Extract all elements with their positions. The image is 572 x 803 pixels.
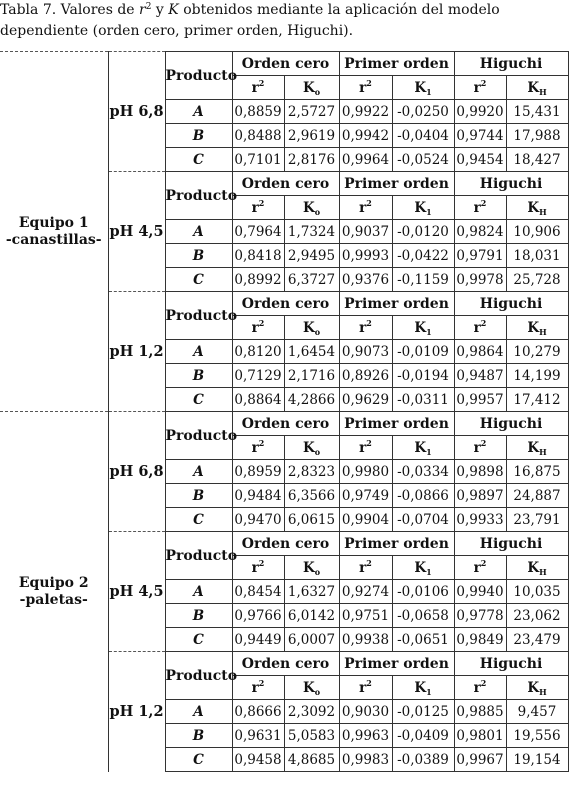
value-r2-0: 0,9458: [232, 748, 284, 772]
product-header: Producto: [165, 532, 232, 580]
sample-label: C: [165, 748, 232, 772]
value-k0: 4,2866: [284, 388, 339, 412]
value-k0: 6,0615: [284, 508, 339, 532]
value-k0: 6,0142: [284, 604, 339, 628]
header-higuchi: Higuchi: [454, 532, 568, 556]
value-r2-0: 0,8859: [232, 100, 284, 124]
value-r2-1: 0,9963: [339, 724, 392, 748]
header-orden-cero: Orden cero: [232, 292, 339, 316]
equipment-type: -paletas-: [19, 591, 88, 608]
r2-header: [339, 436, 392, 460]
k-symbol: K: [414, 559, 427, 576]
header-higuchi: Higuchi: [454, 172, 568, 196]
sample-label: B: [165, 604, 232, 628]
r2-header: [339, 556, 392, 580]
r2-header: [232, 676, 284, 700]
r-symbol: r: [359, 79, 367, 96]
value-r2-1: 0,9629: [339, 388, 392, 412]
r-exponent: 2: [366, 437, 372, 448]
value-k1: -0,0866: [392, 484, 454, 508]
value-kh: 10,035: [506, 580, 568, 604]
header-orden-cero: Orden cero: [232, 412, 339, 436]
k-symbol: K: [414, 319, 427, 336]
r-exponent: 2: [480, 677, 487, 688]
caption-r-exponent: 2: [145, 2, 152, 12]
equipment-label: [0, 52, 108, 412]
value-k0: 2,9619: [284, 124, 339, 148]
value-r2-1: 0,9376: [339, 268, 392, 292]
value-kh: 14,199: [506, 364, 568, 388]
header-primer-orden: Primer orden: [339, 532, 454, 556]
value-k1: -0,0125: [392, 700, 454, 724]
r-symbol: r: [251, 199, 259, 216]
value-k0: 2,1716: [284, 364, 339, 388]
value-k0: 1,6454: [284, 340, 339, 364]
k0-header: [284, 316, 339, 340]
sample-label: C: [165, 268, 232, 292]
value-k0: 2,8176: [284, 148, 339, 172]
value-k0: 2,3092: [284, 700, 339, 724]
kh-header: [506, 196, 568, 220]
value-r2-0: 0,7101: [232, 148, 284, 172]
value-k0: 5,0583: [284, 724, 339, 748]
caption-prefix: Tabla 7. Valores de: [0, 2, 140, 18]
value-k1: -0,0524: [392, 148, 454, 172]
k-subscript: H: [539, 326, 547, 337]
r2-header: [454, 76, 506, 100]
r2-header: [339, 76, 392, 100]
value-r2-1: 0,9964: [339, 148, 392, 172]
k-symbol: K: [527, 439, 540, 456]
value-k0: 6,0007: [284, 628, 339, 652]
header-orden-cero: Orden cero: [232, 172, 339, 196]
r-exponent: 2: [258, 197, 265, 208]
value-r2-h: 0,9454: [454, 148, 506, 172]
r-symbol: r: [473, 79, 481, 96]
value-r2-1: 0,9274: [339, 580, 392, 604]
value-kh: 10,906: [506, 220, 568, 244]
value-r2-h: 0,9744: [454, 124, 506, 148]
r-exponent: 2: [480, 437, 487, 448]
sample-label: C: [165, 148, 232, 172]
kh-header: [506, 436, 568, 460]
value-k1: -0,0422: [392, 244, 454, 268]
k-subscript: H: [539, 686, 547, 697]
value-r2-0: 0,9631: [232, 724, 284, 748]
k-symbol: K: [527, 199, 540, 216]
r-exponent: 2: [258, 317, 265, 328]
value-r2-1: 0,9938: [339, 628, 392, 652]
sample-label: B: [165, 364, 232, 388]
k-subscript: 1: [426, 446, 432, 457]
value-kh: 23,479: [506, 628, 568, 652]
equipment-name: Equipo 1: [18, 214, 89, 231]
ph-label: pH 4,5: [108, 172, 165, 292]
value-r2-0: 0,9449: [232, 628, 284, 652]
value-kh: 16,875: [506, 460, 568, 484]
value-r2-0: 0,7964: [232, 220, 284, 244]
equipment-label: [0, 412, 108, 772]
ph-label: pH 6,8: [108, 52, 165, 172]
k-subscript: 1: [426, 686, 432, 697]
r2-header: [232, 316, 284, 340]
k-subscript: 1: [426, 326, 432, 337]
header-orden-cero: Orden cero: [232, 652, 339, 676]
header-higuchi: Higuchi: [454, 652, 568, 676]
r-exponent: 2: [480, 557, 487, 568]
k-subscript: H: [539, 86, 547, 97]
r-symbol: r: [473, 199, 481, 216]
sample-label: B: [165, 724, 232, 748]
kh-header: [506, 316, 568, 340]
k-symbol: K: [302, 559, 315, 576]
value-r2-h: 0,9967: [454, 748, 506, 772]
value-k1: -0,0658: [392, 604, 454, 628]
caption-r: r: [139, 2, 146, 18]
caption-k: K: [168, 2, 179, 18]
r-exponent: 2: [366, 557, 372, 568]
value-k0: 2,5727: [284, 100, 339, 124]
value-r2-1: 0,9073: [339, 340, 392, 364]
r2-header: [339, 676, 392, 700]
value-r2-0: 0,8454: [232, 580, 284, 604]
value-r2-0: 0,8959: [232, 460, 284, 484]
ph-label: pH 4,5: [108, 532, 165, 652]
value-r2-1: 0,9751: [339, 604, 392, 628]
value-r2-h: 0,9897: [454, 484, 506, 508]
value-k1: -0,0250: [392, 100, 454, 124]
value-kh: 23,791: [506, 508, 568, 532]
value-r2-0: 0,9470: [232, 508, 284, 532]
r-symbol: r: [473, 319, 481, 336]
r-exponent: 2: [480, 77, 487, 88]
r2-header: [232, 556, 284, 580]
value-r2-h: 0,9885: [454, 700, 506, 724]
product-header: Producto: [165, 652, 232, 700]
sample-label: A: [165, 100, 232, 124]
r2-header: [454, 316, 506, 340]
k-subscript: H: [539, 446, 547, 457]
header-primer-orden: Primer orden: [339, 172, 454, 196]
value-kh: 10,279: [506, 340, 568, 364]
value-r2-0: 0,9484: [232, 484, 284, 508]
kh-header: [506, 556, 568, 580]
value-kh: 25,728: [506, 268, 568, 292]
value-k0: 1,7324: [284, 220, 339, 244]
value-k0: 4,8685: [284, 748, 339, 772]
value-kh: 19,556: [506, 724, 568, 748]
table-body: [0, 52, 568, 772]
k-subscript: o: [314, 446, 321, 457]
caption-suffix: obtenidos mediante la aplicación del modelo dependiente (orden cero, primer orden, Higuchi).: [0, 2, 500, 39]
r2-header: [339, 196, 392, 220]
r2-header: [454, 196, 506, 220]
k-subscript: 1: [426, 566, 432, 577]
value-r2-h: 0,9487: [454, 364, 506, 388]
value-r2-0: 0,8120: [232, 340, 284, 364]
r-exponent: 2: [480, 317, 487, 328]
k-symbol: K: [527, 79, 540, 96]
r-exponent: 2: [366, 317, 372, 328]
value-k0: 2,8323: [284, 460, 339, 484]
header-higuchi: Higuchi: [454, 52, 568, 76]
sample-label: B: [165, 484, 232, 508]
k1-header: [392, 316, 454, 340]
k-symbol: K: [527, 559, 540, 576]
r-symbol: r: [473, 559, 481, 576]
value-r2-h: 0,9898: [454, 460, 506, 484]
table-caption: [0, 0, 566, 42]
r-symbol: r: [359, 319, 367, 336]
value-r2-0: 0,8666: [232, 700, 284, 724]
k-symbol: K: [414, 79, 427, 96]
product-header: Producto: [165, 172, 232, 220]
value-r2-1: 0,9993: [339, 244, 392, 268]
header-row-models: [0, 412, 568, 436]
value-kh: 19,154: [506, 748, 568, 772]
value-kh: 17,988: [506, 124, 568, 148]
sample-label: A: [165, 460, 232, 484]
r2-header: [232, 196, 284, 220]
r-symbol: r: [359, 199, 367, 216]
sample-label: C: [165, 508, 232, 532]
r-symbol: r: [251, 559, 259, 576]
ph-label: pH 6,8: [108, 412, 165, 532]
k-subscript: H: [539, 206, 547, 217]
header-higuchi: Higuchi: [454, 292, 568, 316]
header-orden-cero: Orden cero: [232, 532, 339, 556]
value-r2-h: 0,9933: [454, 508, 506, 532]
value-r2-1: 0,8926: [339, 364, 392, 388]
r2-header: [454, 556, 506, 580]
ph-label: pH 1,2: [108, 652, 165, 772]
value-k1: -0,0120: [392, 220, 454, 244]
r-exponent: 2: [366, 77, 372, 88]
value-k1: -0,0651: [392, 628, 454, 652]
value-k0: 1,6327: [284, 580, 339, 604]
value-r2-1: 0,9749: [339, 484, 392, 508]
value-kh: 18,031: [506, 244, 568, 268]
value-k1: -0,1159: [392, 268, 454, 292]
k1-header: [392, 196, 454, 220]
kh-header: [506, 676, 568, 700]
header-orden-cero: Orden cero: [232, 52, 339, 76]
k0-header: [284, 556, 339, 580]
value-kh: 18,427: [506, 148, 568, 172]
header-row-models: [0, 52, 568, 76]
r-exponent: 2: [258, 437, 265, 448]
r-symbol: r: [251, 439, 259, 456]
k-symbol: K: [302, 319, 315, 336]
value-kh: 24,887: [506, 484, 568, 508]
value-r2-1: 0,9942: [339, 124, 392, 148]
k-subscript: o: [314, 326, 321, 337]
r2-header: [454, 676, 506, 700]
k-symbol: K: [414, 679, 427, 696]
kh-header: [506, 76, 568, 100]
r-exponent: 2: [258, 677, 265, 688]
sample-label: B: [165, 244, 232, 268]
results-table: [0, 51, 569, 772]
value-k1: -0,0311: [392, 388, 454, 412]
r-symbol: r: [251, 79, 259, 96]
r2-header: [232, 76, 284, 100]
k-subscript: o: [314, 206, 321, 217]
value-r2-0: 0,8418: [232, 244, 284, 268]
k0-header: [284, 76, 339, 100]
k1-header: [392, 76, 454, 100]
k-symbol: K: [302, 679, 315, 696]
value-r2-1: 0,9922: [339, 100, 392, 124]
k-subscript: 1: [426, 206, 432, 217]
header-primer-orden: Primer orden: [339, 292, 454, 316]
value-r2-h: 0,9940: [454, 580, 506, 604]
value-k1: -0,0704: [392, 508, 454, 532]
k-subscript: o: [314, 86, 321, 97]
sample-label: A: [165, 340, 232, 364]
ph-label: pH 1,2: [108, 292, 165, 412]
value-k1: -0,0334: [392, 460, 454, 484]
value-kh: 23,062: [506, 604, 568, 628]
k-symbol: K: [527, 319, 540, 336]
value-k1: -0,0194: [392, 364, 454, 388]
product-header: Producto: [165, 52, 232, 100]
header-primer-orden: Primer orden: [339, 412, 454, 436]
k1-header: [392, 676, 454, 700]
caption-mid: y: [151, 2, 169, 18]
k1-header: [392, 556, 454, 580]
k-subscript: o: [314, 566, 321, 577]
value-r2-h: 0,9864: [454, 340, 506, 364]
r-exponent: 2: [366, 677, 372, 688]
header-primer-orden: Primer orden: [339, 52, 454, 76]
value-r2-0: 0,9766: [232, 604, 284, 628]
value-r2-1: 0,9037: [339, 220, 392, 244]
k0-header: [284, 436, 339, 460]
value-r2-h: 0,9791: [454, 244, 506, 268]
value-r2-1: 0,9983: [339, 748, 392, 772]
k-symbol: K: [414, 439, 427, 456]
r-symbol: r: [473, 439, 481, 456]
value-kh: 15,431: [506, 100, 568, 124]
r-exponent: 2: [480, 197, 487, 208]
k-symbol: K: [527, 679, 540, 696]
k-symbol: K: [302, 79, 315, 96]
header-primer-orden: Primer orden: [339, 652, 454, 676]
r2-header: [232, 436, 284, 460]
value-k0: 2,9495: [284, 244, 339, 268]
sample-label: B: [165, 124, 232, 148]
value-r2-0: 0,8992: [232, 268, 284, 292]
value-k1: -0,0109: [392, 340, 454, 364]
r2-header: [339, 316, 392, 340]
value-kh: 17,412: [506, 388, 568, 412]
value-r2-0: 0,8488: [232, 124, 284, 148]
value-k1: -0,0409: [392, 724, 454, 748]
r-symbol: r: [359, 679, 367, 696]
k-subscript: H: [539, 566, 547, 577]
r-exponent: 2: [258, 557, 265, 568]
value-k1: -0,0404: [392, 124, 454, 148]
value-r2-h: 0,9801: [454, 724, 506, 748]
sample-label: C: [165, 388, 232, 412]
product-header: Producto: [165, 412, 232, 460]
k0-header: [284, 196, 339, 220]
value-r2-h: 0,9978: [454, 268, 506, 292]
sample-label: C: [165, 628, 232, 652]
value-r2-h: 0,9849: [454, 628, 506, 652]
value-k0: 6,3727: [284, 268, 339, 292]
value-r2-1: 0,9980: [339, 460, 392, 484]
value-k1: -0,0106: [392, 580, 454, 604]
k1-header: [392, 436, 454, 460]
r-exponent: 2: [366, 197, 372, 208]
product-header: Producto: [165, 292, 232, 340]
value-r2-1: 0,9904: [339, 508, 392, 532]
k-subscript: 1: [426, 86, 432, 97]
k-symbol: K: [302, 199, 315, 216]
equipment-name: Equipo 2: [18, 574, 89, 591]
sample-label: A: [165, 580, 232, 604]
value-r2-1: 0,9030: [339, 700, 392, 724]
value-r2-h: 0,9778: [454, 604, 506, 628]
equipment-type: -canastillas-: [5, 231, 102, 248]
r-symbol: r: [359, 439, 367, 456]
header-higuchi: Higuchi: [454, 412, 568, 436]
r-symbol: r: [473, 679, 481, 696]
value-r2-h: 0,9824: [454, 220, 506, 244]
sample-label: A: [165, 700, 232, 724]
r-exponent: 2: [258, 77, 265, 88]
r-symbol: r: [251, 319, 259, 336]
value-k0: 6,3566: [284, 484, 339, 508]
k-subscript: o: [314, 686, 321, 697]
k-symbol: K: [414, 199, 427, 216]
value-r2-h: 0,9957: [454, 388, 506, 412]
value-r2-0: 0,8864: [232, 388, 284, 412]
k0-header: [284, 676, 339, 700]
value-kh: 9,457: [506, 700, 568, 724]
value-k1: -0,0389: [392, 748, 454, 772]
value-r2-0: 0,7129: [232, 364, 284, 388]
value-r2-h: 0,9920: [454, 100, 506, 124]
r-symbol: r: [359, 559, 367, 576]
r-symbol: r: [251, 679, 259, 696]
r2-header: [454, 436, 506, 460]
sample-label: A: [165, 220, 232, 244]
k-symbol: K: [302, 439, 315, 456]
